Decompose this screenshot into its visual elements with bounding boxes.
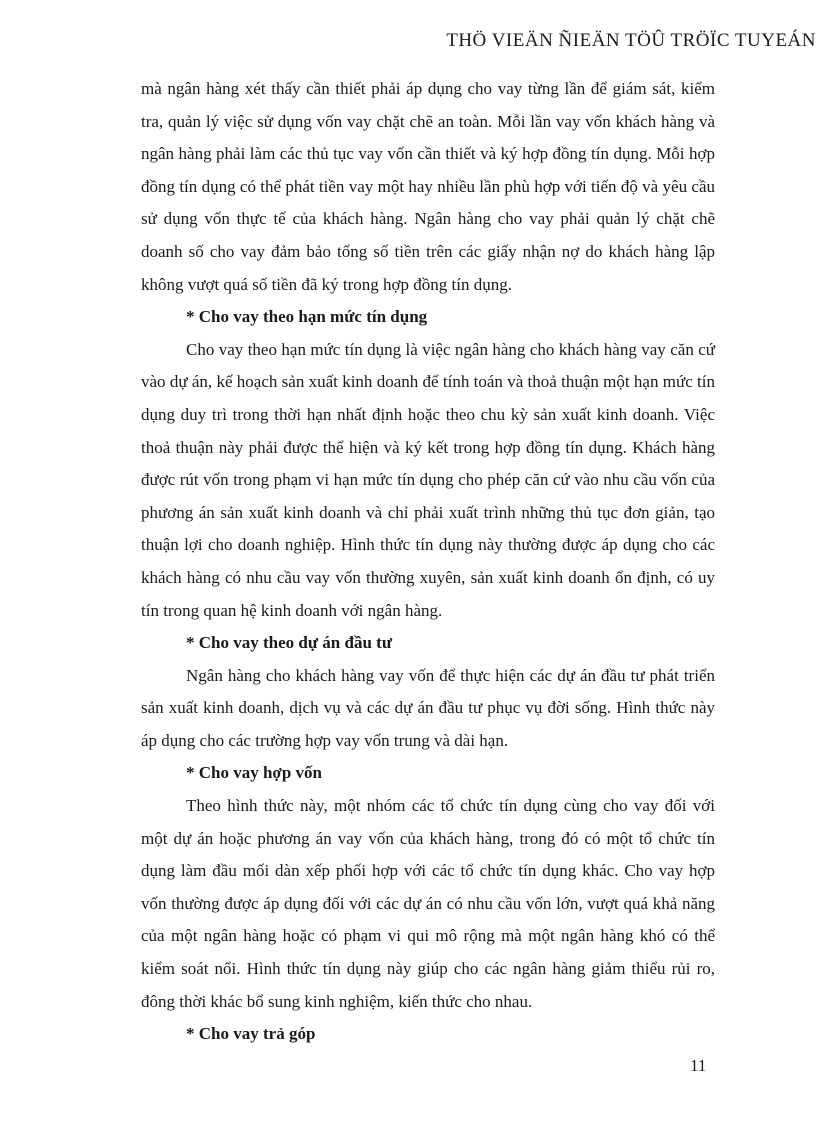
document-body [141, 73, 715, 1051]
page-header: THÖ VIEÄN ÑIEÄN TÖÛ TRÖÏC TUYEÁN [446, 30, 816, 51]
paragraph-investment-project: Ngân hàng cho khách hàng vay vốn để thực hiện các dự án đầu tư phát triển sản xuất kinh doanh, dịch vụ và các dự án đầu tư phục vụ đời sống. Hình thức này áp dụng cho các trường hợp vay vốn trung và dài hạn. [141, 665, 715, 750]
section-heading-credit-limit: * Cho vay theo hạn mức tín dụng [186, 307, 428, 327]
section-heading-installment-loan: * Cho vay trả góp [186, 1024, 316, 1044]
section-heading-investment-project: * Cho vay theo dự án đầu tư [186, 633, 393, 653]
page-number: 11 [690, 1056, 707, 1075]
paragraph-credit-limit: Cho vay theo hạn mức tín dụng là việc ngân hàng cho khách hàng vay căn cứ vào dự án, kế hoạch sản xuất kinh doanh để tính toán và thoả thuận một hạn mức tín dụng duy trì trong thời hạn nhất định hoặc theo chu kỳ sản xuất kinh doanh. Việc thoả thuận này phải được thể hiện và ký kết trong hợp đồng tín dụng. Khách hàng được rút vốn trong phạm vi hạn mức tín dụng cho phép căn cứ vào nhu cầu vốn của phương án sản xuất kinh doanh và chỉ phải xuất trình những thủ tục đơn giản, tạo thuận lợi cho doanh nghiệp. Hình thức tín dụng này thường được áp dụng cho các khách hàng có nhu cầu vay vốn thường xuyên, sản xuất kinh doanh ổn định, có uy tín trong quan hệ kinh doanh với ngân hàng. [141, 339, 715, 620]
paragraph-syndicated-loan: Theo hình thức này, một nhóm các tổ chức tín dụng cùng cho vay đối với một dự án hoặc phương án vay vốn của khách hàng, trong đó có một tổ chức tín dụng làm đầu mối dàn xếp phối hợp với các tổ chức tín dụng khác. Cho vay hợp vốn thường được áp dụng đối với các dự án có nhu cầu vốn lớn, vượt quá khả năng của một ngân hàng hoặc có phạm vi qui mô rộng mà một ngân hàng khó có thể kiểm soát nổi. Hình thức tín dụng này giúp cho các ngân hàng giảm thiểu rủi ro, đông thời khác bổ sung kinh nghiệm, kiến thức cho nhau. [141, 796, 715, 1011]
paragraph-continued: mà ngân hàng xét thấy cần thiết phải áp dụng cho vay từng lần để giám sát, kiểm tra, quản lý việc sử dụng vốn vay chặt chẽ an toàn. Mỗi lần vay vốn khách hàng và ngân hàng phải làm các thủ tục vay vốn cần thiết và ký hợp đồng tín dụng. Mỗi hợp đồng tín dụng có thể phát tiền vay một hay nhiều lần phù hợp với tiến độ và yêu cầu sử dụng vốn thực tế của khách hàng. Ngân hàng cho vay phải quản lý chặt chẽ doanh số cho vay đảm bảo tổng số tiền trên các giấy nhận nợ do khách hàng lập không vượt quá số tiền đã ký trong hợp đồng tín dụng. [141, 79, 715, 294]
section-heading-syndicated-loan: * Cho vay hợp vốn [186, 763, 323, 783]
